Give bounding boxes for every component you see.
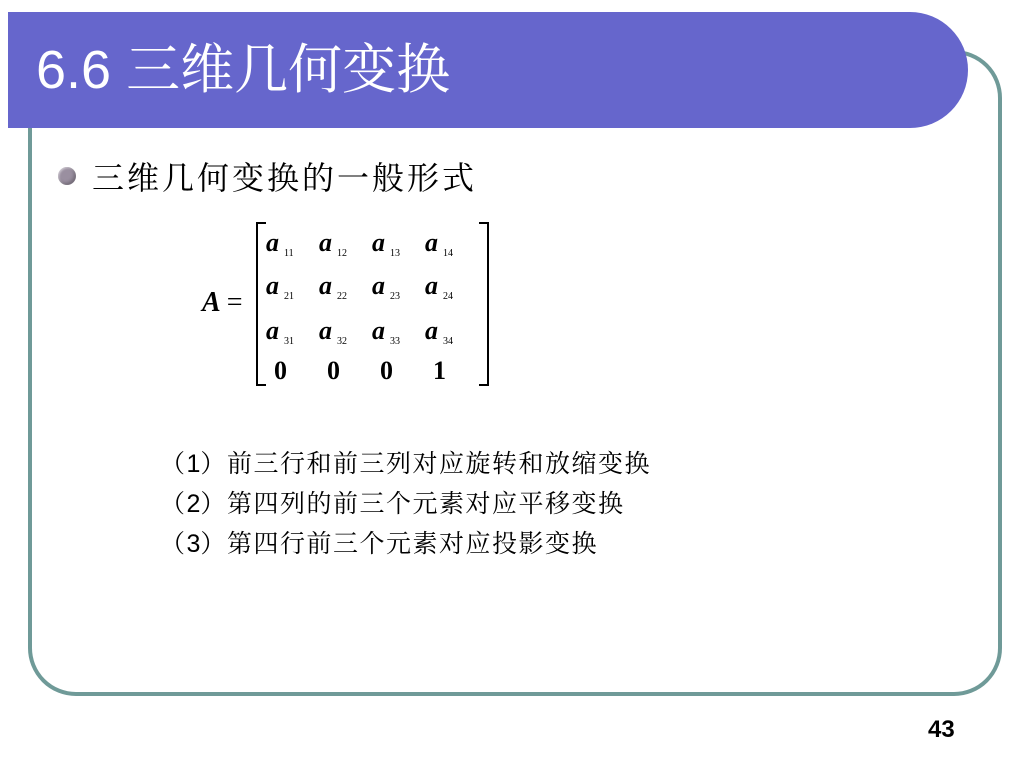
matrix-cell-base: a [425, 271, 438, 300]
matrix-cell-base: 1 [433, 356, 446, 385]
matrix-cell-subscript: 12 [337, 248, 347, 259]
matrix-cell-subscript: 13 [390, 248, 400, 259]
note-line-2 [160, 484, 651, 524]
matrix-cell [274, 356, 287, 386]
note-open-paren: （ [160, 529, 187, 558]
matrix-cell-base: a [319, 316, 332, 345]
matrix-cell-base: a [372, 228, 385, 257]
matrix-cell [380, 356, 393, 386]
note-line-1 [160, 444, 651, 484]
matrix-cell [425, 316, 453, 357]
matrix-row-2 [266, 271, 478, 312]
matrix-cell-subscript: 32 [337, 336, 347, 347]
bullet-text: 三维几何变换的一般形式 [92, 159, 478, 197]
matrix-cell [433, 356, 446, 386]
note-number: 3 [186, 530, 201, 558]
matrix-cell-base: 0 [327, 356, 340, 385]
matrix-cell [266, 271, 294, 312]
matrix-cell-subscript: 14 [443, 248, 453, 259]
left-bracket [256, 222, 266, 386]
matrix-name: A [202, 287, 221, 318]
matrix-cell-base: a [319, 228, 332, 257]
matrix-cell-base: a [266, 316, 279, 345]
bullet-row [58, 152, 477, 200]
matrix-cell-base: 0 [274, 356, 287, 385]
note-text: 前三行和前三列对应旋转和放缩变换 [226, 449, 651, 478]
matrix-row-4 [266, 356, 478, 386]
matrix-cell-subscript: 21 [284, 291, 294, 302]
matrix-cell-base: a [266, 228, 279, 257]
matrix-cell-base: 0 [380, 356, 393, 385]
matrix-equation [198, 216, 498, 392]
matrix-cell [266, 228, 294, 269]
matrix-cell-base: a [425, 228, 438, 257]
matrix-cell-subscript: 34 [443, 336, 453, 347]
page-number: 43 [928, 716, 955, 743]
matrix-cell [372, 316, 400, 357]
matrix-cell [266, 316, 294, 357]
matrix-cell [372, 271, 400, 312]
matrix-cell-subscript: 33 [390, 336, 400, 347]
matrix-cell [319, 316, 347, 357]
content-frame [28, 50, 1002, 696]
matrix-row-3 [266, 316, 478, 357]
note-number: 2 [186, 490, 201, 518]
note-close-paren: ） [200, 449, 227, 478]
title-bar [8, 12, 968, 128]
slide-title: 6.6 三维几何变换 [36, 40, 451, 100]
matrix-cell-subscript: 22 [337, 291, 347, 302]
matrix-cell-base: a [319, 271, 332, 300]
matrix-row-1 [266, 228, 478, 269]
matrix-lhs [202, 287, 242, 319]
right-bracket [479, 222, 489, 386]
note-number: 1 [186, 450, 201, 478]
note-close-paren: ） [200, 529, 227, 558]
equals-sign: = [226, 287, 243, 318]
note-close-paren: ） [200, 489, 227, 518]
bullet-point-icon [58, 167, 76, 185]
matrix-cell-base: a [266, 271, 279, 300]
matrix-cell-base: a [372, 316, 385, 345]
matrix-cell [327, 356, 340, 386]
matrix-cell-base: a [425, 316, 438, 345]
matrix-cell-subscript: 23 [390, 291, 400, 302]
matrix-cell [372, 228, 400, 269]
matrix-cell [319, 271, 347, 312]
matrix-cell [425, 228, 453, 269]
note-text: 第四列的前三个元素对应平移变换 [226, 489, 625, 518]
notes-list [160, 444, 651, 564]
matrix-cell-base: a [372, 271, 385, 300]
matrix-cell [319, 228, 347, 269]
note-open-paren: （ [160, 489, 187, 518]
matrix-cell-subscript: 11 [284, 248, 294, 259]
note-text: 第四行前三个元素对应投影变换 [226, 529, 598, 558]
note-line-3 [160, 524, 651, 564]
note-open-paren: （ [160, 449, 187, 478]
matrix-cell [425, 271, 453, 312]
matrix-cell-subscript: 31 [284, 336, 294, 347]
matrix-cell-subscript: 24 [443, 291, 453, 302]
